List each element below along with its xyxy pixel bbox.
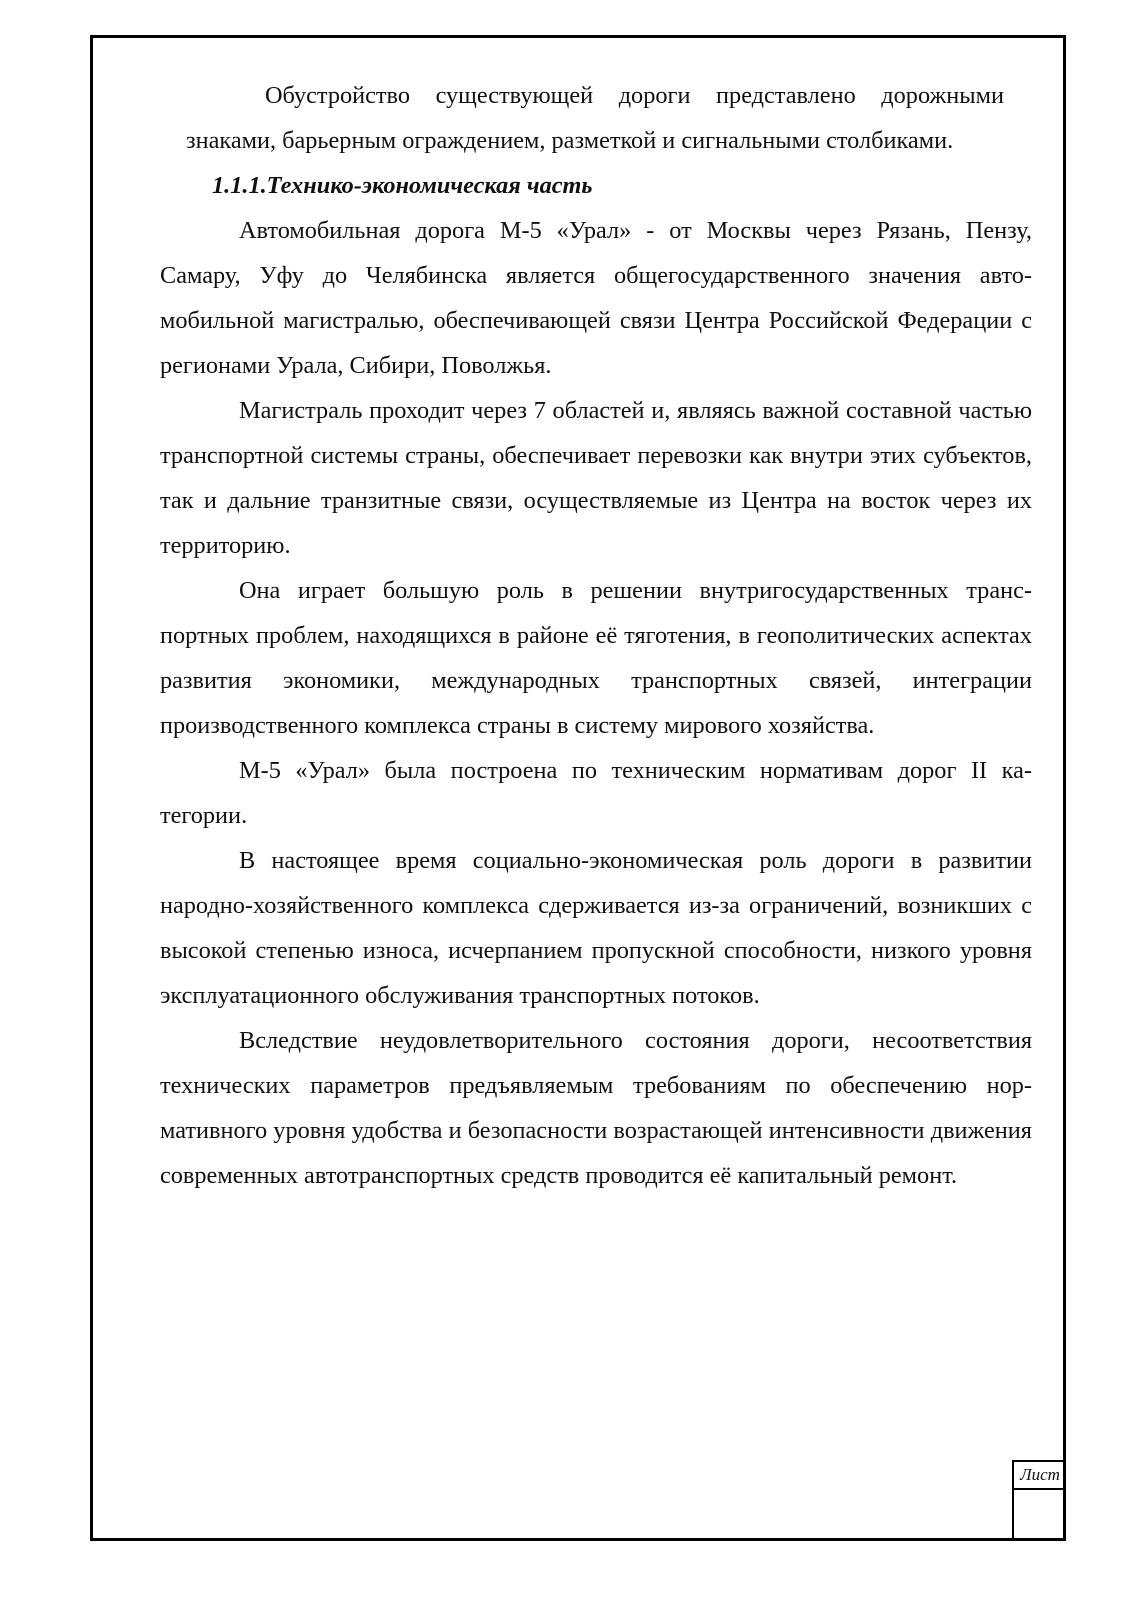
paragraph-m5-route: Автомобильная дорога М-5 «Урал» - от Москвы через Рязань, Пензу, Самару, Уфу до Челябинска является общегосударственного значения автомобильной магистралью, обеспечивающей связи Центра Российской Федерации с регионами Урала, Сибири, Поволжья. [160, 217, 1032, 379]
sheet-stamp [1012, 1460, 1066, 1541]
paragraph-role: Она играет большую роль в решении внутригосударственных транспортных проблем, находящихся в районе её тяготения, в геополитических аспектах развития экономики, международных транспортных связей, интеграции производственного комплекса страны в систему мирового хозяйства. [160, 577, 1032, 739]
sheet-label: Лист [1014, 1462, 1066, 1490]
paragraph-category: М-5 «Урал» была построена по техническим нормативам дорог II категории. [160, 757, 1032, 829]
sheet-number [1014, 1490, 1066, 1541]
paragraph-road-equipment: Обустройство существующей дороги представлено дорожными знаками, барьерным ограждением, разметкой и сигнальными столбиками. [186, 82, 1004, 154]
paragraph-repair: Вследствие неудовлетворительного состояния дороги, несоответствия технических параметров предъявляемым требованиям по обеспечению нормативного уровня удобства и безопасности возрастающей интенсивности движения современных автотранспортных средств проводится её капитальный ремонт. [160, 1027, 1032, 1189]
section-heading: 1.1.1.Технико-экономическая часть [212, 172, 593, 199]
document-body [160, 73, 1032, 1198]
paragraph-current-state: В настоящее время социально-экономическая роль дороги в развитии народно-хозяйственного комплекса сдерживается из-за ограничений, возникших с высокой степенью износа, исчерпанием пропускной способности, низкого уровня эксплуатационного обслуживания транспортных потоков. [160, 847, 1032, 1009]
paragraph-regions: Магистраль проходит через 7 областей и, являясь важной составной частью транспортной системы страны, обеспечивает перевозки как внутри этих субъектов, так и дальние транзитные связи, осуществляемые из Центра на восток через их территорию. [160, 397, 1032, 559]
